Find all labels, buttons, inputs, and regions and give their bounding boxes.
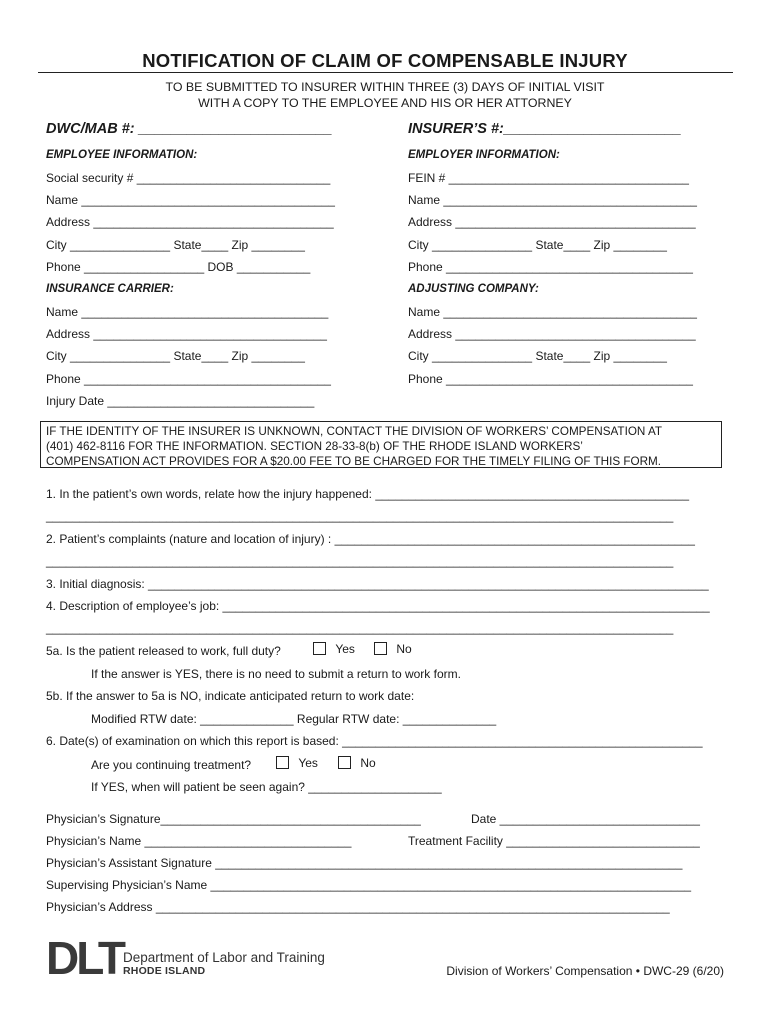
physician-address-field[interactable]: Physician’s Address _____________________________________________________________________________: [46, 900, 670, 914]
question-5b-label: 5b. If the answer to 5a is NO, indicate anticipated return to work date:: [46, 689, 415, 703]
continuing-no-option[interactable]: [338, 756, 376, 770]
carrier-city-state-zip-field[interactable]: City _______________ State____ Zip ________: [46, 349, 305, 363]
carrier-name-field[interactable]: Name _____________________________________: [46, 305, 329, 319]
dwc-mab-field[interactable]: DWC/MAB #: ________________________: [46, 121, 333, 137]
question-2-field[interactable]: 2. Patient’s complaints (nature and location of injury) : ______________________________________________________: [46, 532, 695, 546]
employer-name-field[interactable]: Name ______________________________________: [408, 193, 697, 207]
continuing-treatment-label: Are you continuing treatment?: [91, 758, 252, 772]
employee-city-state-zip-field[interactable]: City _______________ State____ Zip ________: [46, 238, 305, 252]
question-1-field[interactable]: 1. In the patient’s own words, relate how the injury happened: _______________________________________________: [46, 487, 689, 501]
rtw-dates-field[interactable]: Modified RTW date: ______________ Regular RTW date: ______________: [91, 712, 497, 726]
dlt-logo: [46, 932, 325, 984]
insurer-number-field[interactable]: INSURER’S #:______________________: [408, 121, 682, 137]
continuing-no-label: No: [360, 756, 376, 770]
adjusting-company-heading: ADJUSTING COMPANY:: [408, 283, 539, 295]
adjuster-address-field[interactable]: Address ____________________________________: [408, 327, 696, 341]
continuing-no-checkbox[interactable]: [338, 756, 351, 769]
question-5a-yes-option[interactable]: [313, 642, 355, 656]
signature-date-field[interactable]: Date ______________________________: [471, 812, 700, 826]
question-5a-no-checkbox[interactable]: [374, 642, 387, 655]
continuing-yes-option[interactable]: [276, 756, 318, 770]
question-3-field[interactable]: 3. Initial diagnosis: ____________________________________________________________________________________: [46, 577, 709, 591]
question-6-field[interactable]: 6. Date(s) of examination on which this report is based: ______________________________________________________: [46, 734, 703, 748]
dlt-logo-letters: DLT: [46, 932, 124, 984]
question-5a-no-option[interactable]: [374, 642, 412, 656]
notice-line-1: IF THE IDENTITY OF THE INSURER IS UNKNOWN, CONTACT THE DIVISION OF WORKERS’ COMPENSATION AT: [46, 425, 663, 438]
dlt-department-name: Department of Labor and Training: [123, 950, 325, 965]
injury-date-field[interactable]: Injury Date _______________________________: [46, 394, 315, 408]
next-visit-field[interactable]: If YES, when will patient be seen again? ____________________: [91, 780, 442, 794]
form-subtitle-2: WITH A COPY TO THE EMPLOYEE AND HIS OR HER ATTORNEY: [198, 96, 572, 110]
question-5a-yes-label: Yes: [335, 642, 355, 656]
question-4-field[interactable]: 4. Description of employee’s job: _________________________________________________________________________: [46, 599, 710, 613]
adjuster-city-state-zip-field[interactable]: City _______________ State____ Zip ________: [408, 349, 667, 363]
form-subtitle-1: TO BE SUBMITTED TO INSURER WITHIN THREE (3) DAYS OF INITIAL VISIT: [165, 80, 605, 94]
employee-address-field[interactable]: Address ____________________________________: [46, 215, 334, 229]
question-1-continuation[interactable]: ______________________________________________________________________________________________: [46, 509, 674, 523]
question-4-continuation[interactable]: ______________________________________________________________________________________________: [46, 621, 674, 635]
employee-ssn-field[interactable]: Social security # _____________________________: [46, 171, 331, 185]
employee-info-heading: EMPLOYEE INFORMATION:: [46, 149, 198, 161]
question-5a-no-label: No: [396, 642, 412, 656]
continuing-yes-checkbox[interactable]: [276, 756, 289, 769]
question-5a-note: If the answer is YES, there is no need to submit a return to work form.: [91, 667, 461, 681]
question-2-continuation[interactable]: ______________________________________________________________________________________________: [46, 554, 674, 568]
employer-phone-field[interactable]: Phone _____________________________________: [408, 260, 693, 274]
carrier-address-field[interactable]: Address ___________________________________: [46, 327, 327, 341]
carrier-phone-field[interactable]: Phone _____________________________________: [46, 372, 331, 386]
title-rule: [38, 72, 733, 73]
form-identifier: Division of Workers’ Compensation • DWC-29 (6/20): [446, 964, 724, 978]
employer-address-field[interactable]: Address ____________________________________: [408, 215, 696, 229]
dlt-state-name: RHODE ISLAND: [123, 965, 206, 977]
insurance-carrier-heading: INSURANCE CARRIER:: [46, 283, 174, 295]
employee-name-field[interactable]: Name ______________________________________: [46, 193, 335, 207]
treatment-facility-field[interactable]: Treatment Facility _____________________________: [408, 834, 700, 848]
employer-info-heading: EMPLOYER INFORMATION:: [408, 149, 560, 161]
physician-name-field[interactable]: Physician’s Name _______________________________: [46, 834, 352, 848]
continuing-yes-label: Yes: [298, 756, 318, 770]
physician-signature-field[interactable]: Physician’s Signature_______________________________________: [46, 812, 421, 826]
notice-line-2: (401) 462-8116 FOR THE INFORMATION. SECTION 28-33-8(b) OF THE RHODE ISLAND WORKERS’: [46, 440, 583, 453]
employer-fein-field[interactable]: FEIN # ____________________________________: [408, 171, 689, 185]
notice-line-3: COMPENSATION ACT PROVIDES FOR A $20.00 FEE TO BE CHARGED FOR THE TIMELY FILING OF THIS FORM.: [46, 455, 662, 468]
question-5a-label: 5a. Is the patient released to work, full duty?: [46, 644, 281, 658]
employee-phone-dob-field[interactable]: Phone __________________ DOB ___________: [46, 260, 311, 274]
form-title: NOTIFICATION OF CLAIM OF COMPENSABLE INJURY: [142, 50, 628, 71]
adjuster-name-field[interactable]: Name ______________________________________: [408, 305, 697, 319]
supervising-physician-field[interactable]: Supervising Physician’s Name ________________________________________________________________________: [46, 878, 692, 892]
insurer-unknown-notice: [40, 421, 722, 468]
adjuster-phone-field[interactable]: Phone _____________________________________: [408, 372, 693, 386]
employer-city-state-zip-field[interactable]: City _______________ State____ Zip ________: [408, 238, 667, 252]
assistant-signature-field[interactable]: Physician’s Assistant Signature ______________________________________________________________________: [46, 856, 683, 870]
question-5a-yes-checkbox[interactable]: [313, 642, 326, 655]
